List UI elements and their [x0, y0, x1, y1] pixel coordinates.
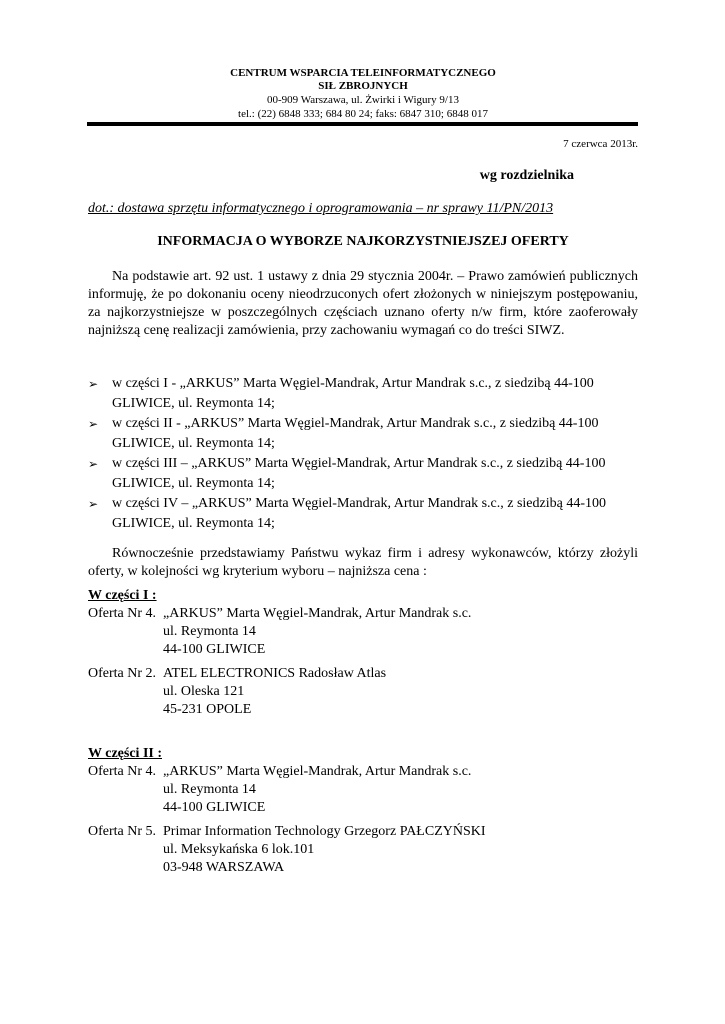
winners-list — [88, 374, 648, 534]
offer-city: 44-100 GLIWICE — [163, 800, 266, 815]
org-name-line1: CENTRUM WSPARCIA TELEINFORMATYCZNEGO — [230, 67, 496, 79]
offer-entry — [88, 763, 648, 817]
offer-city: 03-948 WARSZAWA — [163, 860, 285, 875]
letterhead-divider — [87, 122, 638, 126]
arrowhead-bullet-icon: ➢ — [88, 457, 99, 471]
arrowhead-bullet-icon: ➢ — [88, 417, 99, 431]
offer-label: Oferta Nr 2. — [88, 666, 157, 681]
letterhead — [88, 66, 638, 121]
org-name-line2: SIŁ ZBROJNYCH — [318, 80, 408, 92]
list-item-text: w części I - „ARKUS” Marta Węgiel-Mandrak, Artur Mandrak s.c., z siedzibą 44-100 GLIWICE, ul. Reymonta 14; — [112, 376, 594, 411]
list-item — [88, 454, 648, 494]
offer-label: Oferta Nr 4. — [88, 606, 157, 621]
offer-street: ul. Oleska 121 — [163, 684, 245, 699]
arrowhead-bullet-icon: ➢ — [88, 377, 99, 391]
document-date: 7 czerwca 2013r. — [563, 138, 638, 150]
offer-street: ul. Reymonta 14 — [163, 782, 256, 797]
offer-city: 44-100 GLIWICE — [163, 642, 266, 657]
offer-company: „ARKUS” Marta Węgiel-Mandrak, Artur Mandrak s.c. — [163, 764, 472, 779]
list-item-text: w części II - „ARKUS” Marta Węgiel-Mandrak, Artur Mandrak s.c., z siedzibą 44-100 GLIWICE, ul. Reymonta 14; — [112, 416, 599, 451]
list-item-text: w części III – „ARKUS” Marta Węgiel-Mandrak, Artur Mandrak s.c., z siedzibą 44-100 GLIWICE, ul. Reymonta 14; — [112, 456, 606, 491]
intro-paragraph: Na podstawie art. 92 ust. 1 ustawy z dnia 29 stycznia 2004r. – Prawo zamówień publicznych informuję, że po dokonaniu oceny nieodrzuconych ofert złożonych w niniejszym postępowaniu, za najkorzystniejsze w poszczególnych częściach uznano oferty n/w firm, które zaoferowały najniższą cenę realizacji zamówienia, przy zachowaniu wymagań co do treści SIWZ. — [88, 269, 638, 338]
offer-city: 45-231 OPOLE — [163, 702, 252, 717]
recipient: wg rozdzielnika — [479, 168, 574, 183]
offer-label: Oferta Nr 4. — [88, 764, 157, 779]
offer-entry — [88, 605, 648, 659]
section-part-1 — [88, 587, 648, 719]
section-heading: W części II : — [88, 746, 162, 761]
offer-company: Primar Information Technology Grzegorz PAŁCZYŃSKI — [163, 824, 486, 839]
offer-street: ul. Meksykańska 6 lok.101 — [163, 842, 315, 857]
document-title: INFORMACJA O WYBORZE NAJKORZYSTNIEJSZEJ OFERTY — [157, 234, 569, 249]
org-contacts: tel.: (22) 6848 333; 684 80 24; faks: 6847 310; 6848 017 — [238, 108, 488, 120]
arrowhead-bullet-icon: ➢ — [88, 497, 99, 511]
offer-street: ul. Reymonta 14 — [163, 624, 256, 639]
offer-company: ATEL ELECTRONICS Radosław Atlas — [163, 666, 387, 681]
section-part-2 — [88, 745, 648, 877]
offer-entry — [88, 823, 648, 877]
offer-company: „ARKUS” Marta Węgiel-Mandrak, Artur Mandrak s.c. — [163, 606, 472, 621]
list-paragraph: Równocześnie przedstawiamy Państwu wykaz firm i adresy wykonawców, którzy złożyli oferty, w kolejności wg kryterium wyboru – najniższa cena : — [88, 546, 638, 579]
list-item — [88, 494, 648, 534]
list-item — [88, 374, 648, 414]
offer-entry — [88, 665, 648, 719]
org-address: 00-909 Warszawa, ul. Żwirki i Wigury 9/13 — [267, 94, 459, 106]
section-heading: W części I : — [88, 588, 157, 603]
list-item-text: w części IV – „ARKUS” Marta Węgiel-Mandrak, Artur Mandrak s.c., z siedzibą 44-100 GLIWICE, ul. Reymonta 14; — [112, 496, 606, 531]
offer-label: Oferta Nr 5. — [88, 824, 157, 839]
subject-line: dot.: dostawa sprzętu informatycznego i oprogramowania – nr sprawy 11/PN/2013 — [88, 201, 554, 216]
list-item — [88, 414, 648, 454]
